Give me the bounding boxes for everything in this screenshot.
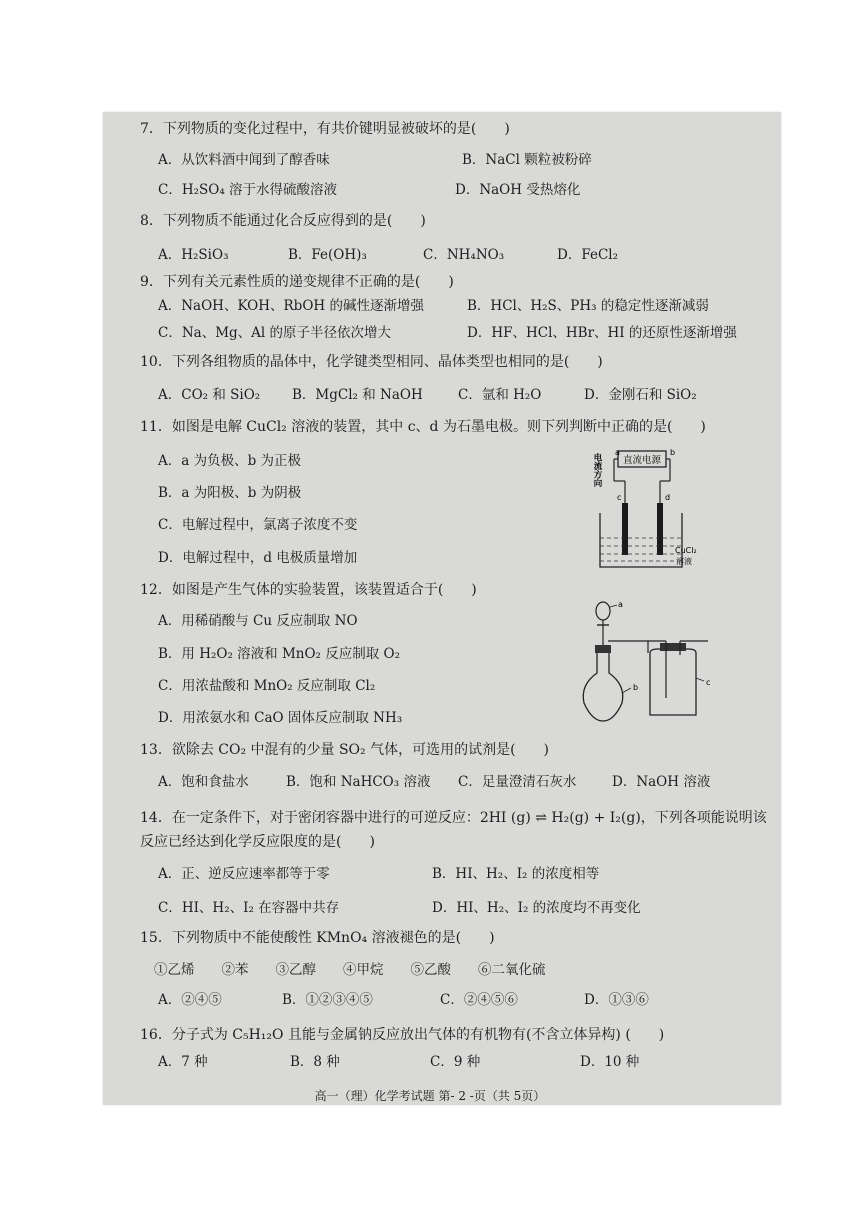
electrode-d-label: d (665, 493, 671, 502)
q12-option-a: A．用稀硝酸与 Cu 反应制取 NO (158, 613, 358, 629)
question-9-stem: 9．下列有关元素性质的递变规律不正确的是( ) (140, 274, 454, 290)
q9-option-b: B．HCl、H₂S、PH₃ 的稳定性逐渐减弱 (467, 298, 709, 314)
solution-label-2: 溶液 (676, 557, 692, 566)
q13-option-b: B．饱和 NaHCO₃ 溶液 (286, 774, 431, 790)
q12-option-c: C．用浓盐酸和 MnO₂ 反应制取 Cl₂ (158, 678, 376, 694)
q14-option-c: C．HI、H₂、I₂ 在容器中共存 (158, 900, 340, 916)
q13-option-d: D．NaOH 溶液 (612, 774, 711, 790)
q9-option-d: D．HF、HCl、HBr、HI 的还原性逐渐增强 (467, 325, 737, 341)
q8-option-c: C．NH₄NO₃ (423, 247, 505, 263)
q7-option-b: B．NaCl 颗粒被粉碎 (462, 152, 592, 168)
current-direction-label: 电流方向 (592, 453, 602, 487)
q11-option-d: D．电解过程中，d 电极质量增加 (158, 550, 358, 566)
q8-option-b: B．Fe(OH)₃ (288, 247, 367, 263)
question-8-stem: 8．下列物质不能通过化合反应得到的是( ) (140, 213, 426, 229)
question-11-stem: 11．如图是电解 CuCl₂ 溶液的装置，其中 c、d 为石墨电极。则下列判断中正确的是( ) (140, 419, 706, 435)
question-14-stem: 14．在一定条件下，对于密闭容器中进行的可逆反应：2HI (g) ⇌ H₂(g) + I₂(g)，下列各项能说明该 (140, 810, 767, 826)
electrode-c-label: c (617, 493, 622, 502)
q10-option-d: D．金刚石和 SiO₂ (584, 387, 697, 403)
q16-option-d: D．10 种 (580, 1054, 640, 1070)
q16-option-b: B．8 种 (290, 1054, 340, 1070)
q14-option-a: A．正、逆反应速率都等于零 (158, 866, 330, 882)
question-14-stem-continued: 反应已经达到化学反应限度的是( ) (140, 834, 375, 850)
q16-option-a: A．7 种 (158, 1054, 208, 1070)
label-a: a (618, 600, 623, 609)
q16-option-c: C．9 种 (430, 1054, 481, 1070)
q15-option-d: D．①③⑥ (584, 992, 649, 1008)
question-16-stem: 16．分子式为 C₅H₁₂O 且能与金属钠反应放出气体的有机物有(不含立体异构) ( ) (140, 1027, 665, 1043)
q14-option-b: B．HI、H₂、I₂ 的浓度相等 (432, 866, 600, 882)
question-12-stem: 12．如图是产生气体的实验装置，该装置适合于( ) (140, 582, 477, 598)
label-b: b (633, 683, 639, 692)
q8-option-a: A．H₂SiO₃ (158, 247, 229, 263)
q10-option-b: B．MgCl₂ 和 NaOH (292, 387, 423, 403)
q15-option-c: C．②④⑤⑥ (440, 992, 518, 1008)
question-10-stem: 10．下列各组物质的晶体中，化学键类型相同、晶体类型也相同的是( ) (140, 354, 603, 370)
electrode-c (622, 503, 628, 555)
q15-option-b: B．①②③④⑤ (282, 992, 373, 1008)
page-footer: 高一（理）化学考试题 第- 2 -页（共 5页） (314, 1089, 546, 1103)
q11-option-b: B．a 为阳极、b 为阴极 (158, 485, 302, 501)
question-13-stem: 13．欲除去 CO₂ 中混有的少量 SO₂ 气体，可选用的试剂是( ) (140, 742, 550, 758)
q12-option-d: D．用浓氨水和 CaO 固体反应制取 NH₃ (158, 710, 403, 726)
terminal-a-label: a (615, 448, 620, 457)
question-15-stem: 15．下列物质中不能使酸性 KMnO₄ 溶液褪色的是( ) (140, 930, 495, 946)
q7-option-a: A．从饮料酒中闻到了醇香味 (158, 152, 330, 168)
q11-option-a: A．a 为负极、b 为正极 (158, 453, 302, 469)
dc-source-label: 直流电源 (622, 455, 662, 466)
q15-option-a: A．②④⑤ (158, 992, 222, 1008)
q10-option-a: A．CO₂ 和 SiO₂ (158, 387, 261, 403)
question-7-stem: 7．下列物质的变化过程中，有共价键明显被破坏的是( ) (140, 121, 510, 137)
electrolysis-diagram (590, 443, 700, 573)
q15-item-list: ①乙烯 ②苯 ③乙醇 ④甲烷 ⑤乙酸 ⑥二氧化硫 (154, 962, 546, 978)
q11-option-c: C．电解过程中，氯离子浓度不变 (158, 517, 358, 533)
q13-option-a: A．饱和食盐水 (158, 774, 249, 790)
q10-option-c: C．氩和 H₂O (458, 387, 542, 403)
terminal-b-label: b (670, 448, 676, 457)
label-c: c (706, 678, 711, 687)
q7-option-c: C．H₂SO₄ 溶于水得硫酸溶液 (158, 182, 338, 198)
q9-option-c: C．Na、Mg、Al 的原子半径依次增大 (158, 325, 392, 341)
q7-option-d: D．NaOH 受热熔化 (455, 182, 581, 198)
q8-option-d: D．FeCl₂ (557, 247, 619, 263)
q9-option-a: A．NaOH、KOH、RbOH 的碱性逐渐增强 (158, 298, 424, 314)
q13-option-c: C．足量澄清石灰水 (458, 774, 577, 790)
electrode-d (657, 503, 663, 555)
solution-label: CuCl₂ (675, 546, 697, 555)
gas-apparatus-diagram (578, 593, 718, 728)
q12-option-b: B．用 H₂O₂ 溶液和 MnO₂ 反应制取 O₂ (158, 646, 401, 662)
q14-option-d: D．HI、H₂、I₂ 的浓度均不再变化 (432, 900, 641, 916)
